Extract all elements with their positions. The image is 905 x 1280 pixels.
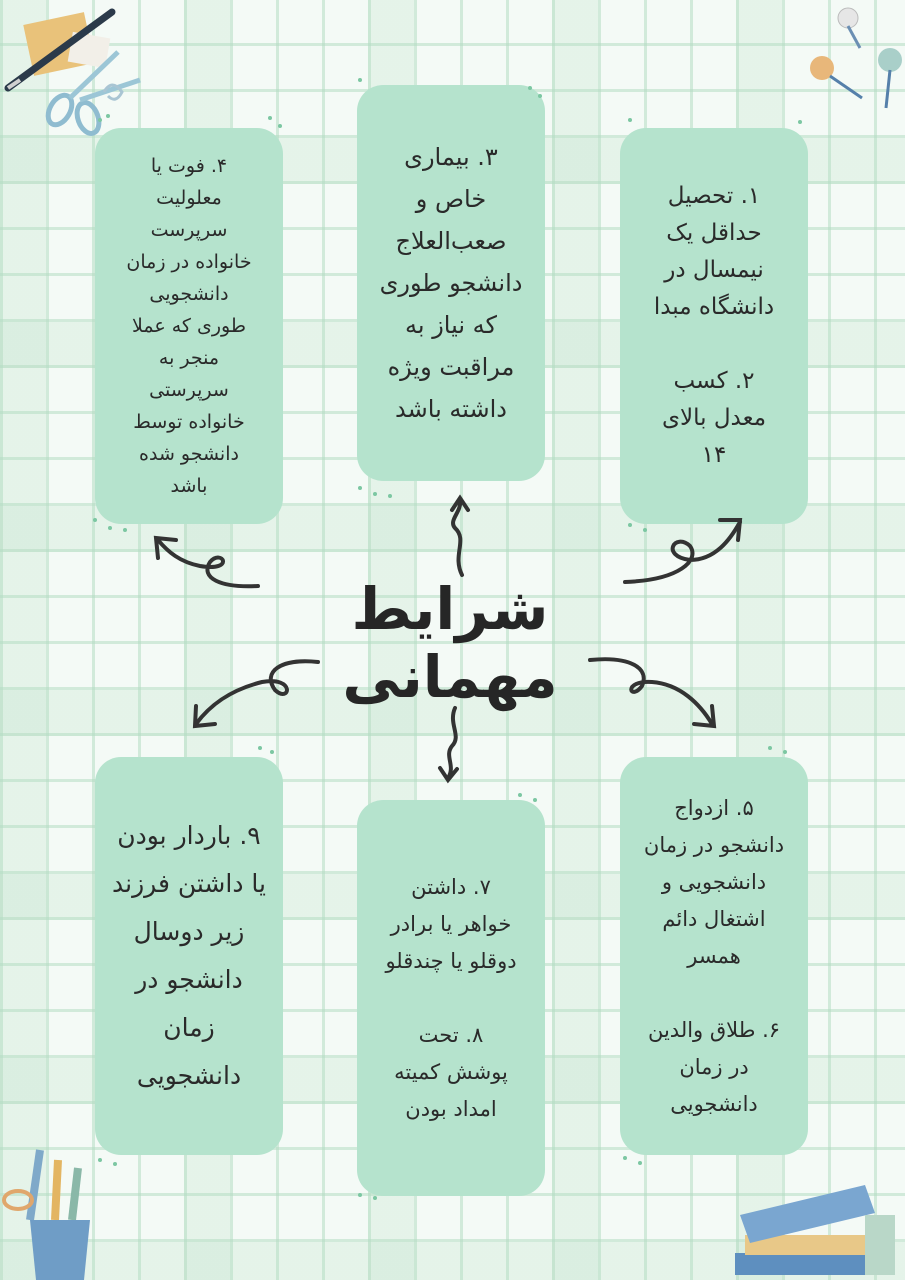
page-title: شرایط مهمانی bbox=[342, 575, 558, 711]
card-text: ۴. فوت یا معلولیت سرپرست خانواده در زمان دانشجویی طوری که عملا منجر به سرپرستی خانواده توسط دانشجو شده باشد bbox=[126, 155, 252, 497]
card-text: ۳. بیماری خاص و صعب‌العلاج دانشجو طوری که نیاز به مراقبت ویژه داشته باشد bbox=[379, 143, 523, 423]
card-text: ۹. باردار بودن یا داشتن فرزند زیر دوسال دانشجو در زمان دانشجویی bbox=[112, 821, 266, 1090]
card-text: ۵. ازدواج دانشجو در زمان دانشجویی و اشتغال دائم همسر ۶. طلاق والدین در زمان دانشجویی bbox=[643, 795, 785, 1116]
card-text: ۱. تحصیل حداقل یک نیمسال در دانشگاه مبدا ۲. کسب معدل بالای ۱۴ bbox=[653, 183, 775, 468]
card-text: ۷. داشتن خواهر یا برادر دوقلو یا چندقلو ۸. تحت پوشش کمیته امداد بودن bbox=[385, 874, 517, 1121]
